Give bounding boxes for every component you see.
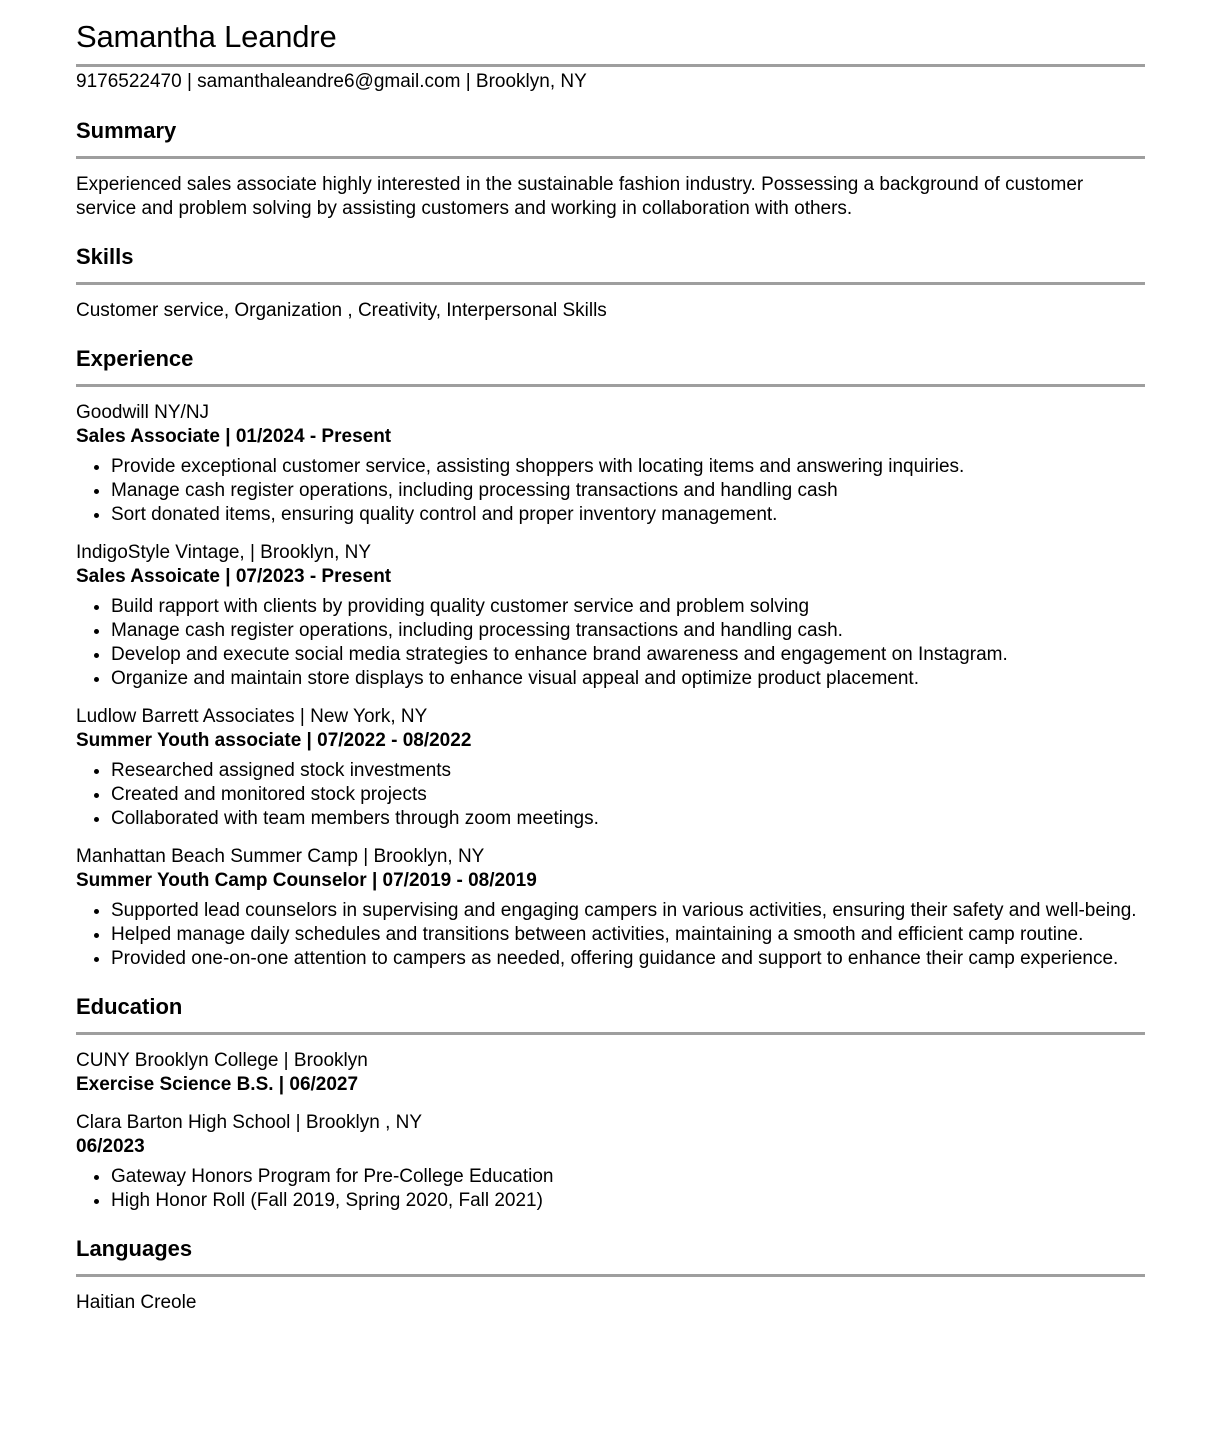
entry-organization: Manhattan Beach Summer Camp | Brooklyn, NY	[76, 846, 485, 867]
bullet-list	[76, 759, 1145, 831]
bullet-item: • Gateway Honors Program for Pre-College Education	[111, 1165, 1145, 1189]
section-divider	[76, 282, 1145, 285]
entry-role: 06/2023	[76, 1136, 145, 1157]
bullet-item: • High Honor Roll (Fall 2019, Spring 2020, Fall 2021)	[111, 1189, 1145, 1213]
bullet-item: • Created and monitored stock projects	[111, 783, 1145, 807]
entry-role: Exercise Science B.S. | 06/2027	[76, 1074, 359, 1095]
languages-section	[76, 1235, 1145, 1315]
entry-role: Sales Associate | 01/2024 - Present	[76, 426, 392, 447]
education-section	[76, 993, 1145, 1213]
bullet-item: • Researched assigned stock investments	[111, 759, 1145, 783]
entry-organization: Ludlow Barrett Associates | New York, NY	[76, 706, 428, 727]
entry-organization: Clara Barton High School | Brooklyn , NY	[76, 1112, 423, 1133]
section-title-languages: Languages	[76, 1236, 193, 1261]
bullet-item: • Helped manage daily schedules and transitions between activities, maintaining a smooth and efficient camp routine.	[111, 923, 1145, 947]
languages-text: Haitian Creole	[76, 1292, 197, 1313]
section-title-education: Education	[76, 994, 183, 1019]
bullet-list	[76, 455, 1145, 527]
bullet-item: • Collaborated with team members through zoom meetings.	[111, 807, 1145, 831]
experience-section	[76, 345, 1145, 971]
section-divider	[76, 1274, 1145, 1277]
entry	[76, 845, 1145, 971]
contact-line: 9176522470 | samanthaleandre6@gmail.com | Brooklyn, NY	[76, 71, 587, 92]
bullet-list	[76, 1165, 1145, 1213]
section-divider	[76, 156, 1145, 159]
section-title-experience: Experience	[76, 346, 194, 371]
bullet-item: • Manage cash register operations, including processing transactions and handling cash	[111, 479, 1145, 503]
entry-role: Sales Assoicate | 07/2023 - Present	[76, 566, 392, 587]
education-list	[76, 1049, 1145, 1213]
entry	[76, 1111, 1145, 1213]
entry	[76, 541, 1145, 691]
entry-organization: Goodwill NY/NJ	[76, 402, 210, 423]
entry-organization: IndigoStyle Vintage, | Brooklyn, NY	[76, 542, 372, 563]
skills-text: Customer service, Organization , Creativity, Interpersonal Skills	[76, 300, 607, 321]
resume-name: Samantha Leandre	[76, 19, 337, 54]
summary-section	[76, 117, 1145, 221]
bullet-item: • Sort donated items, ensuring quality control and proper inventory management.	[111, 503, 1145, 527]
bullet-item: • Manage cash register operations, including processing transactions and handling cash.	[111, 619, 1145, 643]
section-title-skills: Skills	[76, 244, 134, 269]
entry	[76, 705, 1145, 831]
entry	[76, 401, 1145, 527]
skills-section	[76, 243, 1145, 323]
entry-role: Summer Youth Camp Counselor | 07/2019 - 08/2019	[76, 870, 537, 891]
bullet-list	[76, 595, 1145, 691]
bullet-item: • Build rapport with clients by providing quality customer service and problem solving	[111, 595, 1145, 619]
summary-text: Experienced sales associate highly interested in the sustainable fashion industry. Possessing a background of customer service and problem solving by assisting customers and working in collaboration with others.	[76, 174, 1084, 219]
bullet-item: • Develop and execute social media strategies to enhance brand awareness and engagement on Instagram.	[111, 643, 1145, 667]
entry-organization: CUNY Brooklyn College | Brooklyn	[76, 1050, 368, 1071]
bullet-list	[76, 899, 1145, 971]
section-divider	[76, 1032, 1145, 1035]
bullet-item: • Provide exceptional customer service, assisting shoppers with locating items and answering inquiries.	[111, 455, 1145, 479]
entry-role: Summer Youth associate | 07/2022 - 08/2022	[76, 730, 472, 751]
bullet-item: • Organize and maintain store displays to enhance visual appeal and optimize product placement.	[111, 667, 1145, 691]
experience-list	[76, 401, 1145, 971]
section-title-summary: Summary	[76, 118, 177, 143]
header-divider	[76, 64, 1145, 67]
bullet-item: • Supported lead counselors in supervising and engaging campers in various activities, ensuring their safety and well-being.	[111, 899, 1145, 923]
bullet-item: • Provided one-on-one attention to campers as needed, offering guidance and support to enhance their camp experience.	[111, 947, 1145, 971]
entry	[76, 1049, 1145, 1097]
section-divider	[76, 384, 1145, 387]
